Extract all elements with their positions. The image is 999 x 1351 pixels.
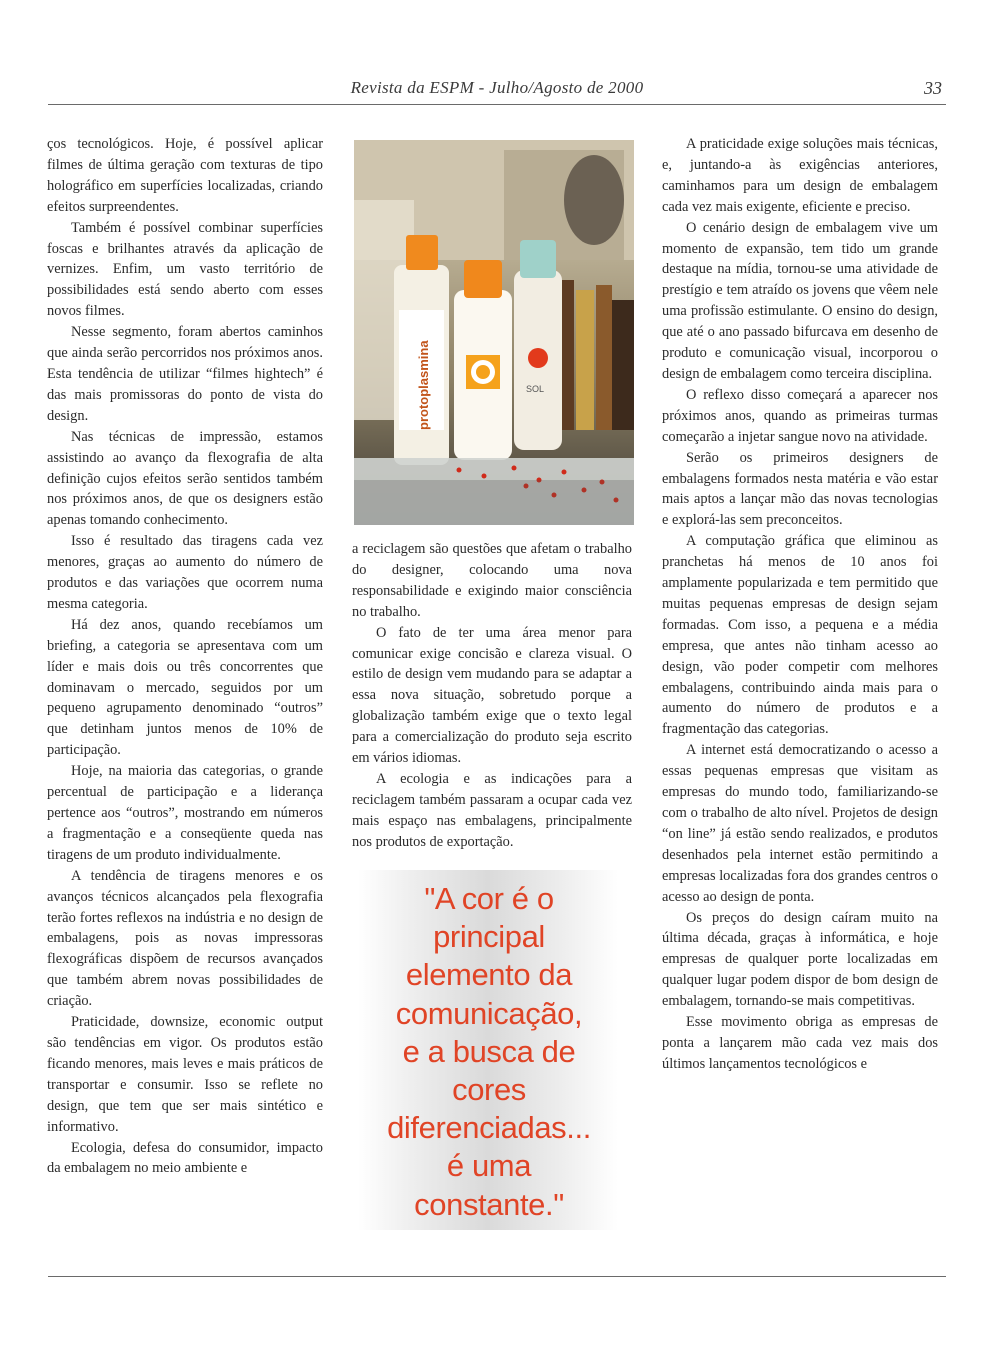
journal-title: Revista da ESPM - Julho/Agosto de 2000 [350, 78, 644, 97]
text-column-left [47, 134, 323, 1179]
paragraph: Isso é resultado das tiragens cada vez menores, graças ao aumento do número de produtos e das variações que ocorrem numa mesma categoria. [47, 533, 323, 612]
paragraph: Esse movimento obriga as empresas de ponta a lançarem mão cada vez mais dos últimos lançamentos tecnológicos e [662, 1014, 938, 1072]
paragraph: O fato de ter uma área menor para comunicar exige concisão e clareza visual. O estilo de design vem mudando para se adaptar a essa nova situação, sobretudo porque a globalização também exige que o texto legal para a comercialização do produto seja escrito em vários idiomas. [352, 624, 632, 767]
product-photo [354, 140, 634, 525]
text-column-middle [352, 539, 632, 853]
mid-bottle-brand: SOL [526, 384, 545, 394]
paragraph: Hoje, na maioria das categorias, o grande percentual de participação e a liderança pertence aos “outros”, mostrando em números a fragmentação e a conseqüente queda nas tiragens de um produto individualmente. [47, 763, 323, 863]
paragraph: Ecologia, defesa do consumidor, impacto da embalagem no meio ambiente e [47, 1139, 323, 1177]
pull-quote-line: comunicação, [395, 995, 583, 1031]
product-display-illustration [354, 140, 634, 525]
paragraph: A ecologia e as indicações para a reciclagem também passaram a ocupar cada vez mais espaço nas embalagens, principalmente nos produtos de exportação. [352, 770, 632, 850]
running-header [48, 76, 946, 105]
paragraph: Nesse segmento, foram abertos caminhos que ainda serão percorridos nos próximos anos. Esta tendência de utilizar “filmes hightech” é das mais promissoras do ponto de vista do design. [47, 324, 323, 424]
pull-quote-line: é uma [446, 1148, 532, 1184]
paragraph: Praticidade, downsize, economic output são tendências em vigor. Os produtos estão ficando menores, mais leves e mais práticos de transportar e consumir. Isso se reflete no design, que tem que ser mais sintético e informativo. [47, 1014, 323, 1135]
paragraph: Há dez anos, quando recebíamos um briefing, a categoria se apresentava com um líder e mais dois ou três concorrentes que dominavam o mercado, seguidos por um pequeno agrupamento denominado “outros” que detinham juntos menos de 10% de participação. [47, 616, 323, 759]
paragraph: A internet está democratizando o acesso a essas pequenas empresas que visitam as empresas do mundo todo, familiarizando-se com o trabalho de alto nível. Projetos de design “on line” já estão sendo realizados, e produtos desenhados pela internet estão permitindo a empresas localizadas fora dos grandes centros o acesso ao design de ponta. [662, 742, 938, 905]
paragraph: a reciclagem são questões que afetam o trabalho do designer, colocando uma nova responsabilidade e exigindo maior consciência no trabalho. [352, 541, 632, 620]
pull-quote-line: diferenciadas... [387, 1110, 591, 1146]
pull-quote-line: principal [433, 919, 545, 955]
pull-quote-line: e a busca de [402, 1033, 576, 1069]
left-bottle-brand: protoplasmina [416, 340, 431, 430]
paragraph: Serão os primeiros designers de embalagens formados nesta matéria e vão estar mais aptos a lançar mão das novas tecnologias e explorá-las sem preconceitos. [662, 449, 938, 529]
paragraph: O cenário design de embalagem vive um momento de expansão, tem tido um grande destaque na mídia, tornou-se uma atividade de prestígio e tem atraído os jovens que vêem nele uma profissão estimulante. O ensino do design, que até o ano passado bifurcava em desenho de produto e comunicação visual, incorporou o design de embalagem como terceira disciplina. [662, 219, 938, 382]
pull-quote-line: constante." [414, 1186, 564, 1222]
page-number: 33 [924, 78, 942, 98]
pull-quote-line: elemento da [405, 957, 573, 993]
paragraph: Nas técnicas de impressão, estamos assistindo ao avanço da flexografia de alta definição cujos efeitos serão sentidos também nos próximos anos, de que os designers estão apenas tomando conhecimento. [47, 428, 323, 529]
pull-quote [364, 880, 614, 1224]
paragraph: Os preços do design caíram muito na última década, graças à informática, e hoje empresas de qualquer porte localizadas em qualquer lugar podem dispor de bom design de embalagem, tornando-se mais competitivas. [662, 909, 938, 1010]
pull-quote-line: cores [452, 1072, 526, 1108]
paragraph: A praticidade exige soluções mais técnicas, e, juntando-a às exigências anteriores, caminhamos para um design de embalagem cada vez mais exigente, eficiente e preciso. [662, 136, 938, 215]
paragraph: Também é possível combinar superfícies foscas e brilhantes através da aplicação de vernizes. Enfim, um vasto território de possibilidades está sendo aberto com esses novos filmes. [47, 219, 323, 320]
paragraph: A tendência de tiragens menores e os avanços técnicos alcançados pela flexografia terão fortes reflexos na indústria e no design de embalagens, pois as novas impressoras flexográficas dispõem de recursos avançados que também abrem novas possibilidades de criação. [47, 867, 323, 1010]
paragraph: A computação gráfica que eliminou as pranchetas há menos de 10 anos foi amplamente popularizada e tem permitido que muitas pequenas empresas de design sejam formadas. Com isso, a pequena e a média empresa, que antes não tinham acesso ao design, vão poder competir com melhores embalagens, contribuindo ainda mais para o aumento do número de produtos e a fragmentação das categorias. [662, 533, 938, 738]
footer-rule [48, 1276, 946, 1277]
paragraph: O reflexo disso começará a aparecer nos próximos anos, quando as primeiras turmas começarão a injetar sangue novo na atividade. [662, 386, 938, 445]
pull-quote-line: "A cor é o [424, 881, 554, 916]
paragraph: ços tecnológicos. Hoje, é possível aplicar filmes de última geração com texturas de tipo holográfico em superfícies localizadas, criando efeitos surpreendentes. [47, 136, 323, 215]
text-column-right [662, 134, 938, 1075]
